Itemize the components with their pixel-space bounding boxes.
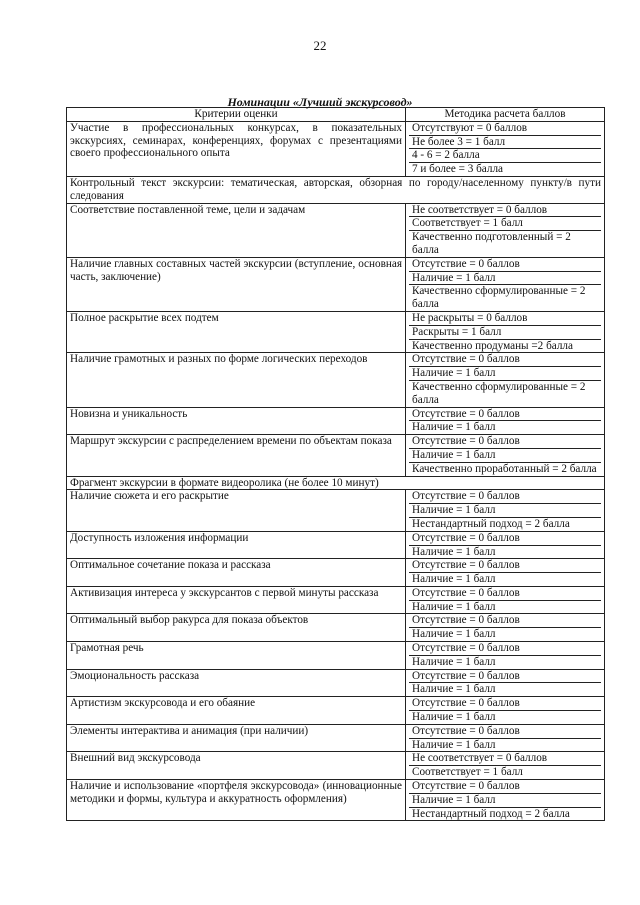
- score-rule: Наличие = 1 балл: [409, 545, 601, 559]
- criterion-cell: Доступность изложения информации: [67, 531, 406, 559]
- score-rule: Отсутствие = 0 баллов: [412, 559, 520, 572]
- table-row: [67, 435, 605, 476]
- score-rule: Наличие = 1 балл: [409, 738, 601, 752]
- score-rule: Отсутствие = 0 баллов: [412, 697, 520, 710]
- table-row: [67, 311, 605, 352]
- section-row: [67, 176, 605, 203]
- score-rule: Качественно подготовленный = 2 балла: [409, 230, 601, 257]
- score-rule: Не более 3 = 1 балл: [409, 135, 601, 149]
- method-cell: [406, 203, 605, 257]
- score-rule: Отсутствие = 0 баллов: [412, 614, 520, 627]
- method-cell: [406, 407, 605, 435]
- criterion-cell: Оптимальное сочетание показа и рассказа: [67, 559, 406, 587]
- table-row: [67, 780, 605, 821]
- table-header-row: [67, 108, 605, 122]
- method-cell: [406, 531, 605, 559]
- method-cell: [406, 435, 605, 476]
- score-rule: Наличие = 1 балл: [409, 503, 601, 517]
- section-row: [67, 476, 605, 490]
- criterion-cell: Наличие и использование «портфеля экскурсовода» (инновационные методики и формы, культура и аккуратность оформления): [67, 780, 406, 821]
- score-rule: Наличие = 1 балл: [409, 710, 601, 724]
- method-cell: [406, 490, 605, 531]
- criterion-cell: Полное раскрытие всех подтем: [67, 311, 406, 352]
- score-rule: Отсутствие = 0 баллов: [412, 669, 520, 682]
- header-criteria: Критерии оценки: [67, 108, 406, 122]
- criterion-cell: Соответствие поставленной теме, цели и задачам: [67, 203, 406, 257]
- score-rule: Отсутствие = 0 баллов: [412, 780, 520, 793]
- score-rule: Не соответствует = 0 баллов: [412, 203, 548, 216]
- criterion-cell: Артистизм экскурсовода и его обаяние: [67, 697, 406, 725]
- table-row: [67, 669, 605, 697]
- criterion-cell: Элементы интерактива и анимация (при наличии): [67, 724, 406, 752]
- score-rule: Качественно проработанный = 2 балла: [409, 462, 601, 476]
- criterion-cell: Активизация интереса у экскурсантов с первой минуты рассказа: [67, 586, 406, 614]
- method-cell: [406, 586, 605, 614]
- method-cell: [406, 559, 605, 587]
- method-cell: [406, 752, 605, 780]
- score-rule: Отсутствуют = 0 баллов: [412, 121, 528, 134]
- score-rule: Наличие = 1 балл: [409, 793, 601, 807]
- table-row: [67, 121, 605, 176]
- table-row: [67, 752, 605, 780]
- method-cell: [406, 353, 605, 407]
- score-rule: Наличие = 1 балл: [409, 448, 601, 462]
- score-rule: Качественно продуманы =2 балла: [409, 339, 601, 353]
- score-rule: Отсутствие = 0 баллов: [412, 435, 520, 448]
- method-cell: [406, 121, 605, 176]
- table-body: [67, 121, 605, 821]
- table-row: [67, 407, 605, 435]
- section-heading: Фрагмент экскурсии в формате видеоролика (не более 10 минут): [67, 476, 605, 490]
- table-row: [67, 724, 605, 752]
- page-number: 22: [313, 38, 327, 53]
- criterion-cell: Внешний вид экскурсовода: [67, 752, 406, 780]
- method-cell: [406, 780, 605, 821]
- method-cell: [406, 614, 605, 642]
- score-rule: Соответствует = 1 балл: [409, 216, 601, 230]
- method-cell: [406, 642, 605, 670]
- table-row: [67, 353, 605, 407]
- table-row: [67, 642, 605, 670]
- method-cell: [406, 697, 605, 725]
- score-rule: Не соответствует = 0 баллов: [412, 752, 548, 765]
- criterion-cell: Оптимальный выбор ракурса для показа объектов: [67, 614, 406, 642]
- criteria-table: [66, 107, 605, 821]
- score-rule: Соответствует = 1 балл: [409, 765, 601, 779]
- method-cell: [406, 257, 605, 311]
- score-rule: Отсутствие = 0 баллов: [412, 407, 520, 420]
- table-row: [67, 490, 605, 531]
- score-rule: Не раскрыты = 0 баллов: [412, 311, 528, 324]
- score-rule: Отсутствие = 0 баллов: [412, 257, 520, 270]
- method-cell: [406, 311, 605, 352]
- criterion-cell: Участие в профессиональных конкурсах, в показательных экскурсиях, семинарах, конференциях, форумах с презентациями своего профессионального опыта: [67, 121, 406, 176]
- score-rule: Качественно сформулированные = 2 балла: [409, 380, 601, 407]
- criterion-cell: Наличие главных составных частей экскурсии (вступление, основная часть, заключение): [67, 257, 406, 311]
- section-heading: Контрольный текст экскурсии: тематическая, авторская, обзорная по городу/населенному пункту/в пути следования: [67, 176, 605, 203]
- score-rule: Отсутствие = 0 баллов: [412, 531, 520, 544]
- table-row: [67, 586, 605, 614]
- table-row: [67, 531, 605, 559]
- score-rule: Нестандартный подход = 2 балла: [409, 517, 601, 531]
- score-rule: Наличие = 1 балл: [409, 682, 601, 696]
- document-title: Номинации «Лучший экскурсовод»: [227, 95, 413, 109]
- score-rule: Отсутствие = 0 баллов: [412, 490, 520, 503]
- score-rule: Наличие = 1 балл: [409, 366, 601, 380]
- table-row: [67, 559, 605, 587]
- score-rule: Нестандартный подход = 2 балла: [409, 807, 601, 821]
- table-row: [67, 203, 605, 257]
- score-rule: Наличие = 1 балл: [409, 572, 601, 586]
- table-row: [67, 697, 605, 725]
- table-row: [67, 257, 605, 311]
- criterion-cell: Маршрут экскурсии с распределением времени по объектам показа: [67, 435, 406, 476]
- score-rule: Наличие = 1 балл: [409, 627, 601, 641]
- criterion-cell: Грамотная речь: [67, 642, 406, 670]
- header-method: Методика расчета баллов: [406, 108, 605, 122]
- score-rule: Отсутствие = 0 баллов: [412, 353, 520, 366]
- score-rule: Наличие = 1 балл: [409, 271, 601, 285]
- score-rule: Наличие = 1 балл: [409, 600, 601, 614]
- table-row: [67, 614, 605, 642]
- score-rule: Раскрыты = 1 балл: [409, 325, 601, 339]
- score-rule: Наличие = 1 балл: [409, 655, 601, 669]
- score-rule: 7 и более = 3 балла: [409, 162, 601, 176]
- criterion-cell: Эмоциональность рассказа: [67, 669, 406, 697]
- criterion-cell: Наличие грамотных и разных по форме логических переходов: [67, 353, 406, 407]
- method-cell: [406, 669, 605, 697]
- score-rule: Отсутствие = 0 баллов: [412, 724, 520, 737]
- score-rule: Отсутствие = 0 баллов: [412, 586, 520, 599]
- criterion-cell: Новизна и уникальность: [67, 407, 406, 435]
- score-rule: 4 - 6 = 2 балла: [409, 148, 601, 162]
- method-cell: [406, 724, 605, 752]
- criterion-cell: Наличие сюжета и его раскрытие: [67, 490, 406, 531]
- score-rule: Отсутствие = 0 баллов: [412, 642, 520, 655]
- score-rule: Качественно сформулированные = 2 балла: [409, 284, 601, 311]
- score-rule: Наличие = 1 балл: [409, 420, 601, 434]
